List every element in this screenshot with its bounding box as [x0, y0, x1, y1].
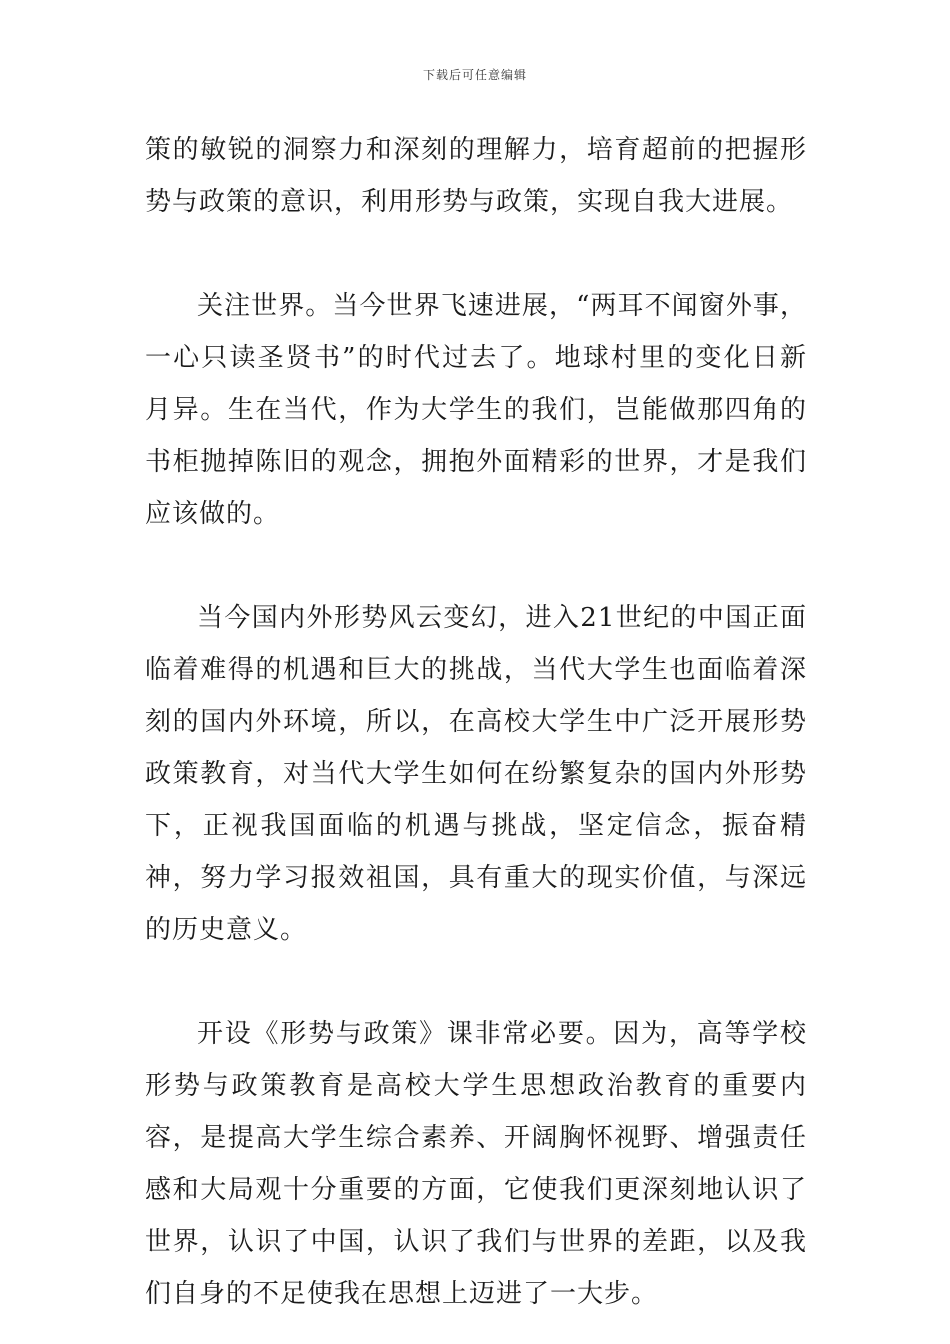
paragraph-domestic-situation: 当今国内外形势风云变幻，进入21世纪的中国正面临着难得的机遇和巨大的挑战，当代大学生也面临着深刻的国内外环境，所以，在高校大学生中广泛开展形势政策教育，对当代大学生如何在纷繁复杂的国内外形势下，正视我国面临的机遇与挑战，坚定信念，振奋精神，努力学习报效祖国，具有重大的现实价值，与深远的历史意义。: [145, 603, 807, 945]
header-note: 下载后可任意编辑: [422, 68, 527, 82]
paragraph-world-focus: 关注世界。当今世界飞速进展，“两耳不闻窗外事，一心只读圣贤书”的时代过去了。地球村里的变化日新月异。生在当代，作为大学生的我们，岂能做那四角的书柜抛掉陈旧的观念，拥抱外面精彩的世界，才是我们应该做的。: [145, 291, 807, 529]
document-body: [145, 124, 807, 1320]
paragraph-spacer: [145, 540, 807, 592]
paragraph-continuation: 策的敏锐的洞察力和深刻的理解力，培育超前的把握形势与政策的意识，利用形势与政策，实现自我大进展。: [145, 135, 807, 217]
paragraph-spacer: [145, 956, 807, 1008]
paragraph-spacer: [145, 228, 807, 280]
paragraph-course-necessity: 开设《形势与政策》课非常必要。因为，高等学校形势与政策教育是高校大学生思想政治教育的重要内容，是提高大学生综合素养、开阔胸怀视野、增强责任感和大局观十分重要的方面，它使我们更深刻地认识了世界，认识了中国，认识了我们与世界的差距，以及我们自身的不足使我在思想上迈进了一大步。: [145, 1019, 807, 1309]
